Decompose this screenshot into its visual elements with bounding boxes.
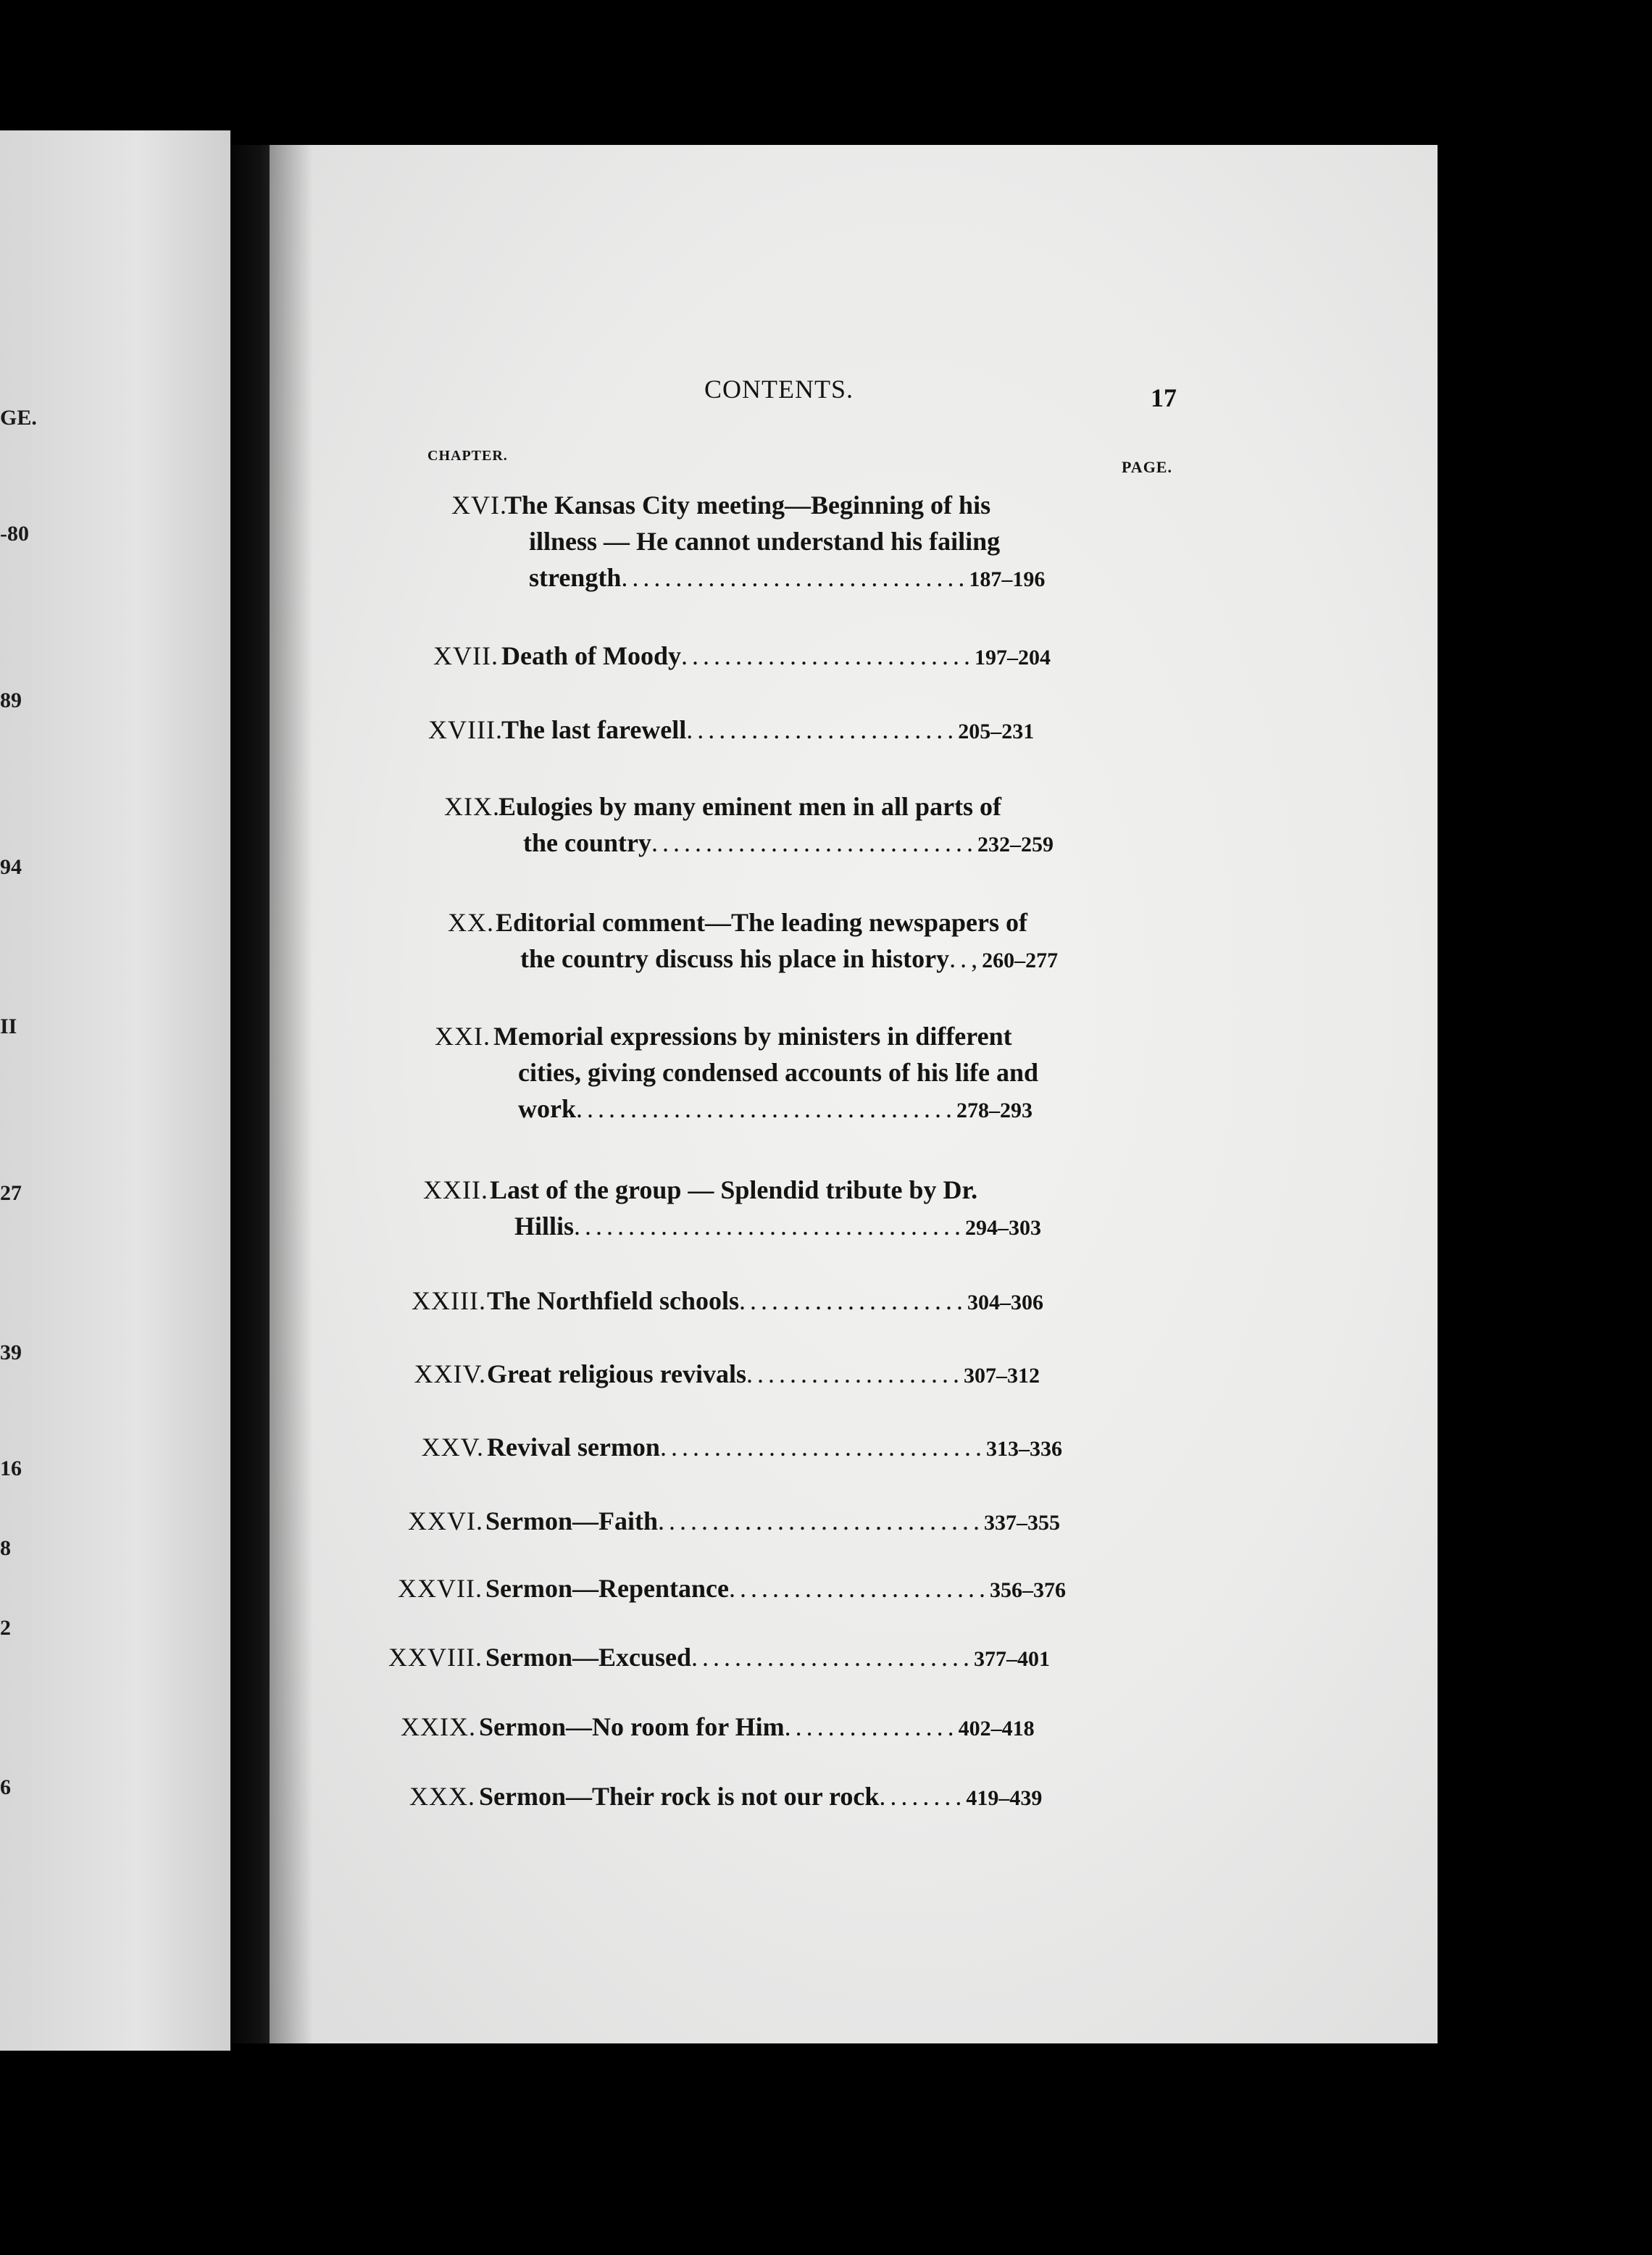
dot-leader: .............................. — [658, 1506, 984, 1535]
page-range: 419–439 — [966, 1786, 1043, 1810]
dot-leader: .......................... — [691, 1643, 975, 1672]
chapter-number: XXIV. — [414, 1359, 486, 1388]
dot-leader: ........................... — [680, 641, 975, 670]
chapter-number: XVII. — [433, 641, 498, 670]
facing-page-margin-number: 2 — [0, 1616, 11, 1640]
chapter-title-line: Great religious revivals — [487, 1359, 746, 1388]
chapter-title — [485, 1503, 1169, 1541]
chapter-title — [487, 1429, 1171, 1467]
dot-leader: ................................... — [576, 1094, 956, 1123]
page-range: 307–312 — [963, 1364, 1040, 1388]
page-range: 205–231 — [958, 720, 1035, 743]
facing-page-margin-number: 6 — [0, 1775, 11, 1799]
facing-page-margin-number: 8 — [0, 1536, 11, 1560]
chapter-title — [496, 904, 1187, 979]
chapter-number: XXVIII. — [388, 1643, 483, 1672]
chapter-title — [487, 1283, 1171, 1321]
chapter-title-line: Eulogies by many eminent men in all parts of — [498, 792, 1002, 821]
dot-leader: .., — [949, 944, 983, 973]
chapter-title — [504, 487, 1145, 598]
chapter-number: XXX. — [409, 1782, 475, 1811]
dot-leader: ................ — [784, 1712, 959, 1741]
chapter-title — [501, 712, 1178, 750]
chapter-title-line: The last farewell — [501, 715, 687, 744]
page-range: 187–196 — [969, 567, 1046, 591]
facing-page-margin-number: 94 — [0, 855, 22, 879]
chapter-number: XX. — [448, 908, 494, 937]
chapter-title-line: Sermon—Faith — [485, 1506, 658, 1535]
page-range: 232–259 — [977, 833, 1054, 856]
chapter-title — [498, 788, 1175, 863]
chapter-title — [493, 1018, 1170, 1129]
chapter-number: XXV. — [421, 1433, 484, 1462]
dot-leader: ........ — [879, 1782, 967, 1811]
facing-page-margin-number: 89 — [0, 688, 22, 712]
chapter-number: XIX. — [444, 792, 500, 821]
chapter-number: XXIX. — [401, 1712, 476, 1741]
chapter-title-line: illness — He cannot understand his failing — [529, 527, 1001, 556]
chapter-title-line: Hillis — [514, 1212, 575, 1241]
dot-leader: ..................... — [739, 1286, 968, 1315]
dot-leader: ........................ — [728, 1574, 990, 1603]
page-range: 304–306 — [967, 1291, 1044, 1314]
dot-leader: ......................... — [686, 715, 959, 744]
chapter-title-line: Last of the group — Splendid tribute by Dr. — [490, 1175, 978, 1204]
page-range: 356–376 — [989, 1578, 1066, 1602]
chapter-title-line: strength — [529, 563, 622, 592]
chapter-title — [479, 1778, 1170, 1817]
page-range: 402–418 — [958, 1717, 1035, 1741]
page-range: 278–293 — [956, 1099, 1032, 1122]
page-range: 260–277 — [982, 949, 1059, 972]
chapter-title — [485, 1570, 1169, 1609]
page-range: 337–355 — [984, 1511, 1060, 1535]
chapter-title — [479, 1709, 1170, 1747]
chapter-title-line: the country discuss his place in history — [520, 944, 950, 973]
chapter-title-line: Death of Moody — [501, 641, 681, 670]
chapter-title-line: The Northfield schools — [487, 1286, 740, 1315]
page-column-heading: PAGE. — [1122, 458, 1172, 476]
chapter-title — [485, 1639, 1169, 1677]
page-range: 377–401 — [974, 1647, 1051, 1671]
facing-page-margin-number: GE. — [0, 406, 37, 430]
chapter-title — [501, 638, 1178, 676]
dot-leader: .................................... — [574, 1212, 966, 1241]
chapter-title-line: Revival sermon — [487, 1433, 660, 1462]
page-range: 197–204 — [974, 646, 1051, 670]
chapter-title-line: the country — [523, 828, 651, 857]
chapter-title-line: Sermon—Repentance — [485, 1574, 729, 1603]
chapter-title-line: cities, giving condensed accounts of his life and — [518, 1058, 1039, 1087]
chapter-title-line: Sermon—No room for Him — [479, 1712, 785, 1741]
chapter-number: XXVI. — [408, 1506, 483, 1535]
facing-page-margin-number: II — [0, 1014, 17, 1038]
dot-leader: .................... — [746, 1359, 964, 1388]
page-number: 17 — [1151, 383, 1177, 412]
chapter-number: XVI. — [451, 491, 507, 520]
running-title: CONTENTS. — [704, 375, 854, 404]
chapter-title — [487, 1356, 1171, 1394]
chapter-title-line: Sermon—Excused — [485, 1643, 692, 1672]
chapter-number: XXIII. — [412, 1286, 486, 1315]
chapter-number: XXII. — [423, 1175, 488, 1204]
page-range: 294–303 — [965, 1216, 1042, 1240]
chapter-title-line: work — [518, 1094, 576, 1123]
chapter-title-line: Memorial expressions by ministers in different — [493, 1022, 1012, 1051]
chapter-title — [490, 1172, 1167, 1246]
page-range: 313–336 — [985, 1437, 1062, 1461]
dot-leader: .............................. — [651, 828, 977, 857]
facing-page-margin-number: -80 — [0, 522, 29, 546]
facing-page-margin-number: 39 — [0, 1341, 22, 1364]
chapter-title-line: Editorial comment—The leading newspapers of — [496, 908, 1027, 937]
dot-leader: .............................. — [659, 1433, 986, 1462]
chapter-title-line: The Kansas City meeting—Beginning of his — [504, 491, 991, 520]
chapter-title-line: Sermon—Their rock is not our rock — [479, 1782, 880, 1811]
chapter-number: XXI. — [435, 1022, 491, 1051]
gutter-shadow — [270, 145, 313, 2043]
dot-leader: ................................ — [621, 563, 969, 592]
chapter-number: XVIII. — [428, 715, 503, 744]
chapter-column-heading: CHAPTER. — [427, 448, 508, 464]
chapter-number: XXVII. — [398, 1574, 483, 1603]
facing-page-margin-number: 27 — [0, 1181, 22, 1205]
facing-page-margin-number: 16 — [0, 1456, 22, 1480]
